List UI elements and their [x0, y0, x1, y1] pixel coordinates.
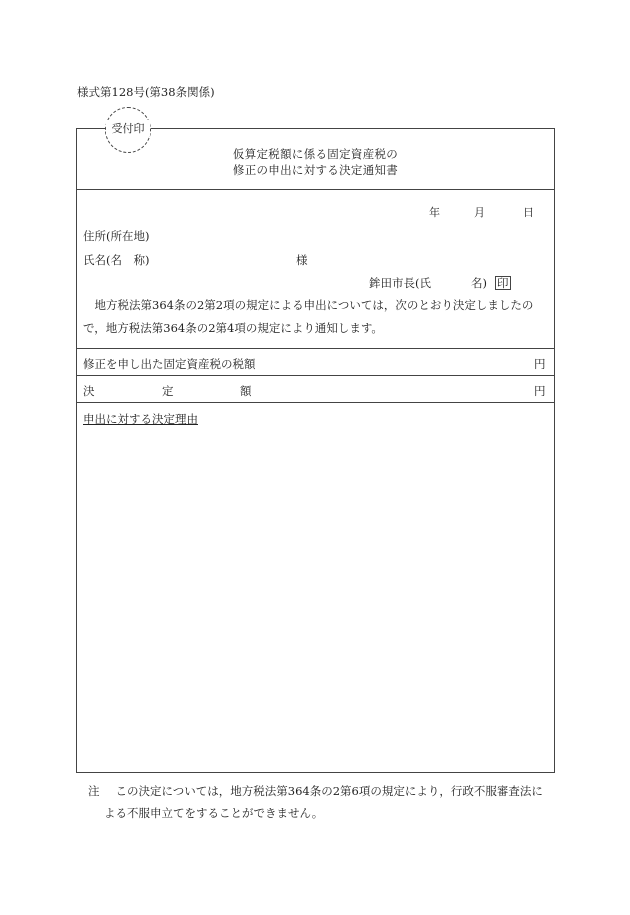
body-text-line2: で，地方税法第364条の2第4項の規定により通知します。	[83, 321, 383, 335]
date-month-label: 月	[474, 206, 485, 219]
decision-amount-yen: 円	[534, 384, 546, 398]
note-line1	[88, 783, 543, 799]
decision-amount-label-part3: 額	[240, 384, 252, 398]
divider	[77, 189, 554, 190]
body-text-line1: 地方税法第364条の2第2項の規定による申出については，次のとおり決定しましたの	[83, 298, 534, 312]
seal-mark: 印	[497, 276, 509, 290]
document-title-line2: 修正の申出に対する決定通知書	[232, 163, 399, 177]
form-number: 様式第128号(第38条関係)	[77, 85, 215, 99]
note-text-line1: この決定については，地方税法第364条の2第6項の規定により，行政不服審査法に	[115, 784, 543, 798]
document-title-line1: 仮算定税額に係る固定資産税の	[232, 147, 399, 161]
date-year-label: 年	[429, 206, 440, 219]
divider	[77, 375, 554, 376]
divider	[77, 348, 554, 349]
name-label: 氏名(名 称)	[83, 253, 150, 267]
decision-amount-label-part2: 定	[162, 384, 174, 398]
address-label: 住所(所在地)	[83, 229, 150, 243]
notice-form	[76, 122, 555, 773]
decision-amount-label-part1: 決	[83, 384, 95, 398]
note-mark: 注	[88, 784, 100, 798]
amended-tax-amount-label: 修正を申し出た固定資産税の税額	[83, 357, 256, 371]
decision-reason-label: 申出に対する決定理由	[83, 412, 198, 426]
issuer-name-close: 名)	[471, 276, 487, 290]
divider	[77, 402, 554, 403]
issuer-label	[369, 275, 511, 291]
date-day-label: 日	[523, 206, 534, 219]
reception-stamp-label: 受付印	[106, 120, 150, 136]
amended-tax-amount-yen: 円	[534, 357, 546, 371]
note-line2: よる不服申立てをすることができません。	[104, 806, 324, 820]
honorific-sama: 様	[296, 253, 308, 267]
issuer-title: 鉾田市長(氏	[369, 276, 431, 290]
